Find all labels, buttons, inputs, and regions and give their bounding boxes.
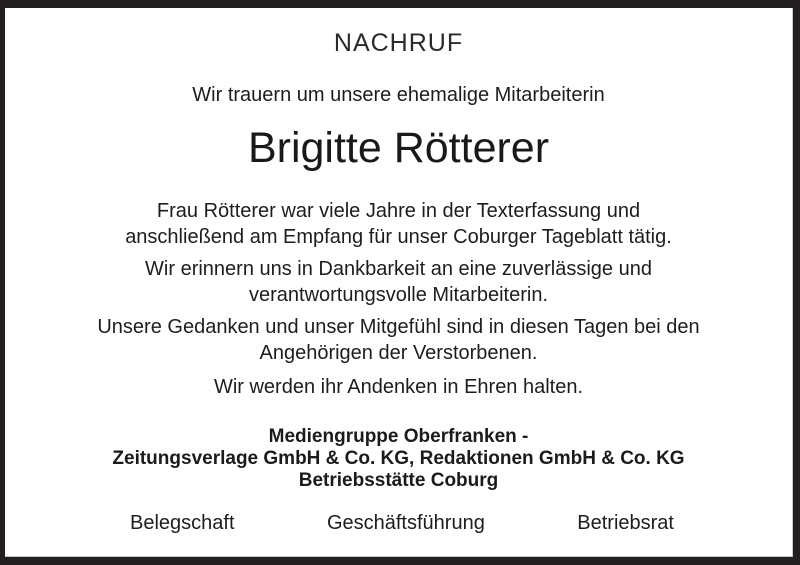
company-block (5, 426, 792, 492)
paragraph-line: Unsere Gedanken und unser Mitgefühl sind in diesen Tagen bei den (97, 316, 700, 338)
intro-line: Wir trauern um unsere ehemalige Mitarbeiterin (192, 84, 605, 106)
paragraph-career (5, 198, 792, 250)
deceased-name: Brigitte Rötterer (247, 124, 550, 172)
paragraph-condolence (5, 314, 792, 366)
company-line: Mediengruppe Oberfranken - (268, 426, 529, 447)
company-line: Betriebsstätte Coburg (298, 470, 499, 491)
paragraph-line: Angehörigen der Verstorbenen. (259, 342, 538, 364)
signatory-geschaeftsfuehrung: Geschäftsführung (326, 512, 485, 534)
paragraph-gratitude (5, 256, 792, 308)
signatory-belegschaft: Belegschaft (130, 512, 235, 534)
paragraph-line: Wir werden ihr Andenken in Ehren halten. (213, 376, 584, 398)
kicker-nachruf: NACHRUF (333, 29, 464, 57)
paragraph-line: Frau Rötterer war viele Jahre in der Texterfassung und (156, 200, 641, 222)
paragraph-line: Wir erinnern uns in Dankbarkeit an eine zuverlässige und (145, 258, 652, 280)
signatories-row (5, 510, 792, 536)
paragraph-line: anschließend am Empfang für unser Coburger Tageblatt tätig. (125, 226, 672, 248)
company-line: Zeitungsverlage GmbH & Co. KG, Redaktionen GmbH & Co. KG (112, 448, 685, 469)
paragraph-line: verantwortungsvolle Mitarbeiterin. (248, 284, 549, 306)
obituary-notice (5, 8, 793, 557)
signatory-betriebsrat: Betriebsrat (577, 512, 674, 534)
paragraph-remembrance (5, 374, 792, 400)
